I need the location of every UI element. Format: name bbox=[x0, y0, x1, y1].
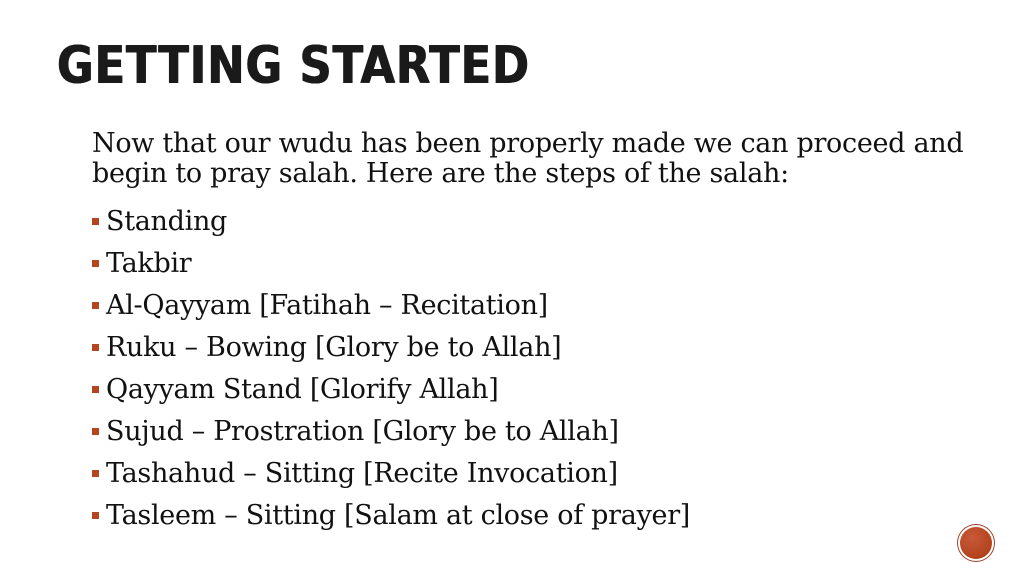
list-item bbox=[92, 410, 690, 452]
square-bullet-icon bbox=[92, 470, 99, 477]
list-item bbox=[92, 368, 690, 410]
square-bullet-icon bbox=[92, 428, 99, 435]
list-item bbox=[92, 494, 690, 536]
step-label: Al-Qayyam [Fatihah – Recitation] bbox=[106, 289, 548, 321]
square-bullet-icon bbox=[92, 512, 99, 519]
list-item bbox=[92, 242, 690, 284]
square-bullet-icon bbox=[92, 302, 99, 309]
circle-nav-button-icon[interactable] bbox=[958, 525, 994, 561]
list-item bbox=[92, 326, 690, 368]
list-item bbox=[92, 284, 690, 326]
step-label: Standing bbox=[106, 205, 228, 237]
square-bullet-icon bbox=[92, 386, 99, 393]
step-label: Qayyam Stand [Glorify Allah] bbox=[106, 373, 499, 405]
square-bullet-icon bbox=[92, 260, 99, 267]
step-label: Ruku – Bowing [Glory be to Allah] bbox=[106, 331, 562, 363]
step-label: Tashahud – Sitting [Recite Invocation] bbox=[106, 457, 618, 489]
slide-title: GETTING STARTED bbox=[57, 36, 530, 96]
square-bullet-icon bbox=[92, 344, 99, 351]
step-label: Tasleem – Sitting [Salam at close of prayer] bbox=[106, 499, 691, 531]
list-item bbox=[92, 452, 690, 494]
step-label: Takbir bbox=[106, 247, 192, 279]
list-item bbox=[92, 200, 690, 242]
square-bullet-icon bbox=[92, 218, 99, 225]
step-label: Sujud – Prostration [Glory be to Allah] bbox=[106, 415, 619, 447]
steps-list bbox=[92, 200, 690, 536]
intro-text: Now that our wudu has been properly made we can proceed and begin to pray salah. Here are the steps of the salah: bbox=[92, 128, 964, 189]
